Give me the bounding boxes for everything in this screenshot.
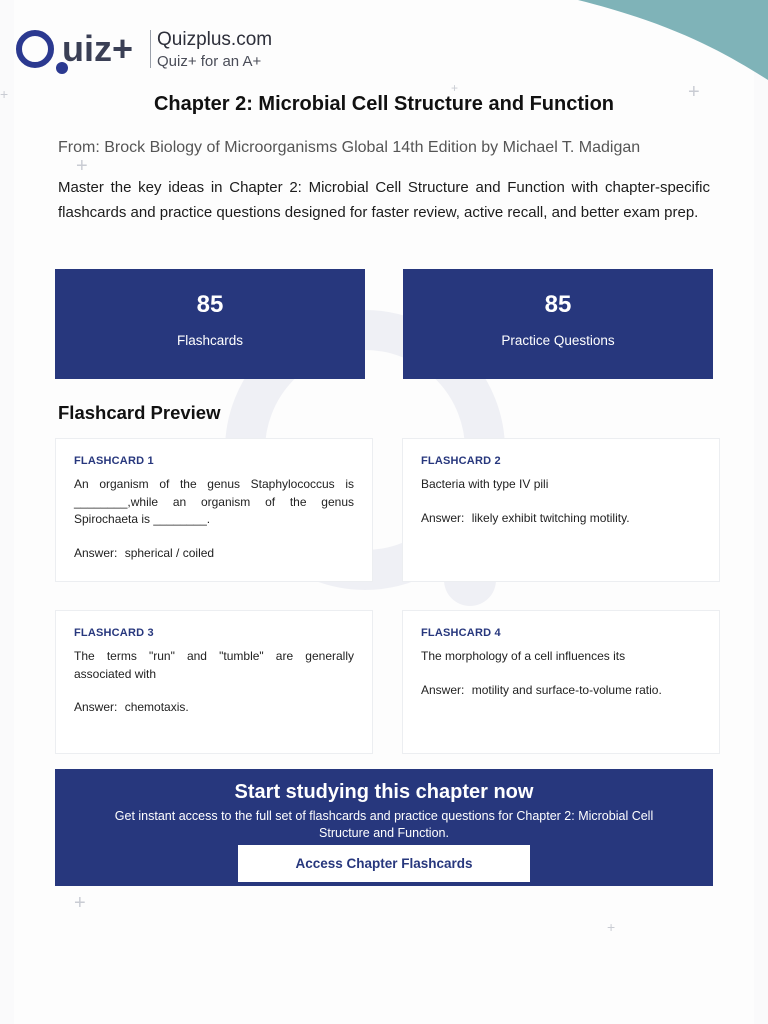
flashcard-4 xyxy=(402,610,720,754)
plus-icon: + xyxy=(76,155,88,177)
flashcard-label: FLASHCARD 1 xyxy=(74,455,154,467)
site-tagline: Quiz+ for an A+ xyxy=(157,52,262,70)
flashcard-answer xyxy=(421,683,701,697)
corner-wave-decoration xyxy=(578,0,768,80)
flashcard-answer xyxy=(421,511,701,525)
flashcard-label: FLASHCARD 3 xyxy=(74,627,154,639)
logo-q-ring xyxy=(16,30,54,68)
flashcard-preview-heading: Flashcard Preview xyxy=(58,402,221,423)
plus-icon: + xyxy=(451,81,459,95)
logo-text-block xyxy=(157,29,272,70)
plus-icon: + xyxy=(607,919,616,935)
answer-prefix: Answer: xyxy=(74,545,118,560)
flashcard-question: The morphology of a cell influences its xyxy=(421,649,626,663)
flashcards-stat xyxy=(55,269,365,379)
flashcard-label: FLASHCARD 4 xyxy=(421,627,501,639)
plus-icon: + xyxy=(0,86,9,102)
answer-prefix: Answer: xyxy=(74,700,118,714)
cta-title: Start studying this chapter now xyxy=(234,781,534,803)
logo-divider xyxy=(150,30,151,68)
flashcard-answer xyxy=(74,546,354,560)
answer-text: spherical / coiled xyxy=(124,545,215,560)
quiz-logo-icon xyxy=(16,24,146,74)
quizplus-logo[interactable] xyxy=(16,24,272,74)
chapter-intro: Master the key ideas in Chapter 2: Microbial Cell Structure and Function with chapter-specific flashcards and practice questions designed for faster review, active recall, and better exam prep. xyxy=(58,179,710,221)
flashcard-2 xyxy=(402,438,720,582)
flashcards-label: Flashcards xyxy=(176,333,244,348)
practice-questions-label: Practice Questions xyxy=(501,333,615,348)
flashcard-question: An organism of the genus Staphylococcus is ________,while an organism of the genus Spirochaeta is ________. xyxy=(74,477,354,526)
answer-text: motility and surface-to-volume ratio. xyxy=(471,682,662,697)
practice-questions-count: 85 xyxy=(544,291,572,318)
answer-prefix: Answer: xyxy=(421,510,465,525)
flashcard-question: The terms "run" and "tumble" are generally associated with xyxy=(74,649,354,681)
flashcard-answer xyxy=(74,700,354,714)
logo-wordmark: uiz+ xyxy=(62,28,134,69)
flashcard-label: FLASHCARD 2 xyxy=(421,455,501,467)
cta-banner xyxy=(55,769,713,886)
answer-prefix: Answer: xyxy=(421,682,465,697)
book-source: From: Brock Biology of Microorganisms Global 14th Edition by Michael T. Madigan xyxy=(58,139,641,156)
page-title: Chapter 2: Microbial Cell Structure and Function xyxy=(153,93,615,115)
flashcards-count: 85 xyxy=(196,291,224,318)
answer-text: likely exhibit twitching motility. xyxy=(471,510,630,525)
flashcard-1 xyxy=(55,438,373,582)
flashcard-3 xyxy=(55,610,373,754)
plus-icon: + xyxy=(688,81,700,103)
site-name: Quizplus.com xyxy=(157,28,273,50)
access-flashcards-button[interactable]: Access Chapter Flashcards xyxy=(238,845,530,882)
answer-text: chemotaxis. xyxy=(124,700,189,714)
cta-description: Get instant access to the full set of flashcards and practice questions for Chapter 2: Microbial Cell Structure and Function. xyxy=(114,809,654,840)
practice-questions-stat xyxy=(403,269,713,379)
plus-icon: + xyxy=(74,892,86,914)
flashcard-question: Bacteria with type IV pili xyxy=(421,477,549,491)
